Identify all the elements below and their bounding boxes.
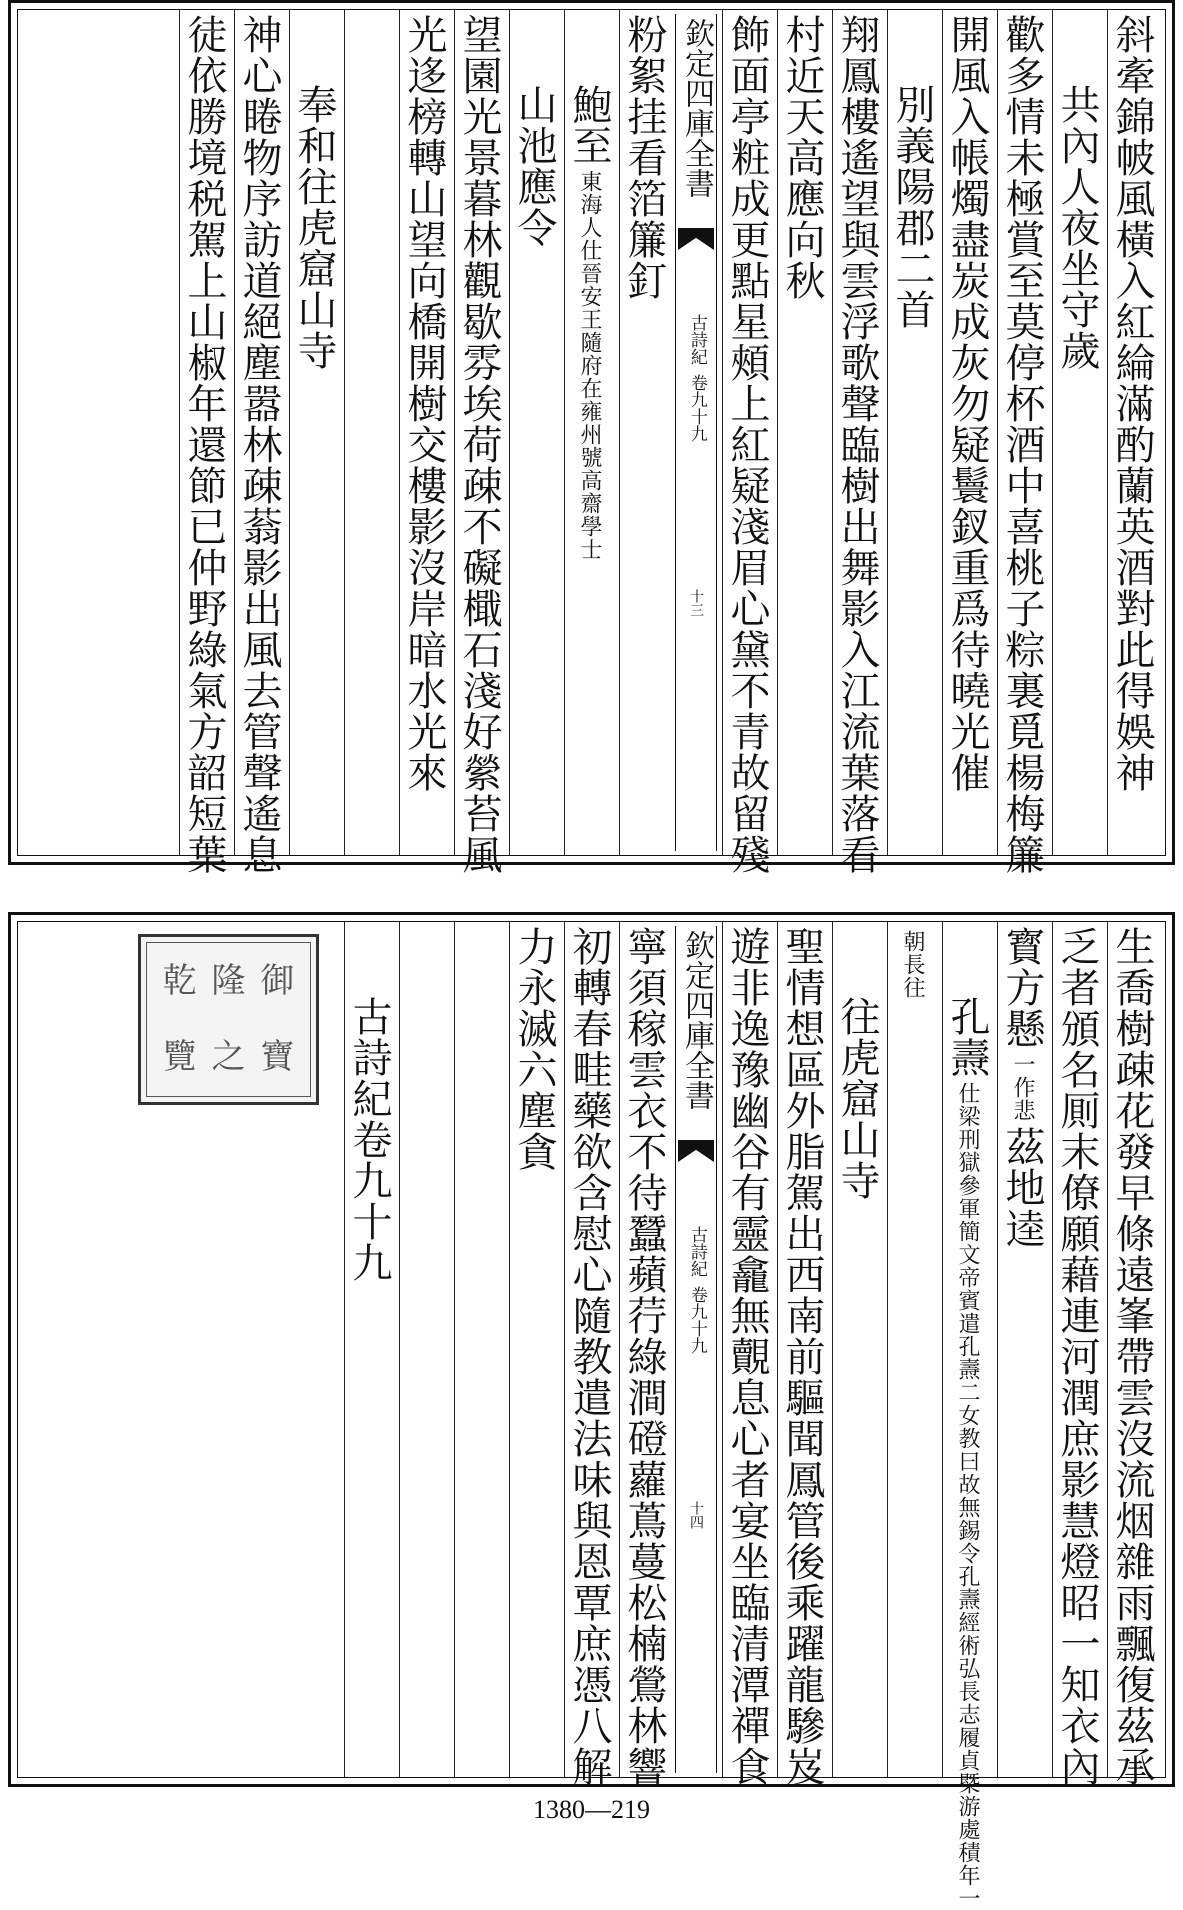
column-rule [289,10,290,855]
column-text: 神心睠物序訪道絕塵嚣林疎蓊影出風去管聲遙息 [236,14,282,875]
column-rule [942,10,943,855]
annotation-text: 朝長往 [900,930,925,999]
column-text: 別義陽郡二首 [889,84,935,330]
column-text: 斜牽錦帔風橫入紅綸滿酌蘭英酒對此得娛神 [1109,14,1155,793]
annotation-text: 一作悲 [1010,1053,1035,1122]
collection-title: 欽定四庫全書 [679,930,714,1110]
text-column [619,926,669,1787]
text-column [289,14,339,851]
column-text: 光迻榜轉山望向橋開樹交樓影沒岸暗水光來 [401,14,447,793]
text-column [722,14,772,875]
text-column [942,926,992,1910]
column-rule [509,10,510,855]
column-rule [887,922,888,1777]
leaf-number: 十四 [688,1501,704,1529]
book-title: 古詩紀 [686,1226,707,1277]
text-column [509,926,559,1773]
text-column [509,14,559,851]
column-rule [564,10,565,855]
seal-character: 寶 [260,1037,295,1078]
seal-character: 乾 [162,960,197,1001]
text-column [887,926,937,1773]
column-text: 寧須稼雲衣不待蠶蘋荇綠澗磴蘿蔦蔓松楠鶯林響 [621,926,667,1787]
column-rule [832,922,833,1777]
text-column [1107,926,1157,1787]
text-column [832,14,882,875]
fishtail-mark [678,228,714,250]
column-rule [619,922,620,1777]
text-column [887,14,937,851]
column-text-tail: 茲地逵 [999,1126,1045,1249]
text-column [234,14,284,875]
column-rule [1107,10,1108,855]
text-column [454,926,504,1773]
column-rule [399,10,400,855]
column-rule [509,922,510,1777]
column-text: 粉絮挂看箔簾釘 [621,14,667,301]
top-page-frame [17,9,1166,875]
page-footer-number: 1380—219 [533,1795,650,1824]
center-fold-column [675,14,717,851]
seal-character: 御 [260,960,295,1001]
column-text: 翔鳳樓遙望與雲浮歌聲臨樹出舞影入江流葉落看 [834,14,880,875]
book-title: 古詩紀 [686,314,707,365]
column-rule [942,922,943,1777]
text-column [619,14,669,851]
column-text: 孔燾 [944,996,990,1078]
column-text: 古詩紀卷九十九 [346,996,392,1283]
text-column [832,926,882,1773]
column-text: 生喬樹疎花發早條遠峯帶雲沒流烟雜雨飄復茲承 [1109,926,1155,1787]
annotation-text: 東海人仕晉安王隨府在雍州號高齋學士 [577,170,602,561]
column-rule [454,10,455,855]
collection-title: 欽定四庫全書 [679,18,714,198]
seal-character: 隆 [211,960,246,1001]
column-text: 往虎窟山寺 [834,996,880,1201]
top-page [8,0,1175,875]
column-rule [832,10,833,855]
text-column [1052,14,1102,851]
text-column [399,926,449,1773]
text-column [454,14,504,875]
column-rule [997,922,998,1777]
column-text: 鮑至 [566,84,612,166]
volume-label: 卷九十九 [686,1286,707,1354]
column-rule [777,922,778,1777]
column-text: 村近天高應向秋 [779,14,825,301]
column-text: 聖情想區外脂駕出西南前驅聞鳳管後乘躍龍驂岌 [779,926,825,1787]
column-text: 飾面亭粧成更點星頰上紅疑淺眉心黛不青故留殘 [724,14,770,875]
text-column [1107,14,1157,851]
column-rule [887,10,888,855]
column-text: 寳方懸 [999,926,1045,1049]
text-column [1052,926,1102,1787]
text-column [344,926,394,1773]
column-text: 遊非逸豫幽谷有靈龕無覿息心者宴坐臨清潭禪食 [724,926,770,1787]
annotation-text: 仕梁刑獄參軍簡文帝賓遣孔燾二女教曰故無錫令孔燾經術弘長志履貞槩游處積年一 [955,1082,980,1910]
column-rule [619,10,620,855]
seal-character: 之 [211,1037,246,1078]
text-column [777,926,827,1787]
imperial-seal [138,934,319,1105]
column-text: 力永滅六塵貪 [511,926,557,1172]
column-rule [722,10,723,855]
column-rule [1107,922,1108,1777]
column-rule [1052,10,1053,855]
seal-character: 覽 [162,1037,197,1078]
leaf-number: 十三 [688,589,704,617]
text-column [399,14,449,851]
column-rule [344,922,345,1777]
text-column [722,926,772,1787]
column-text: 山池應令 [511,84,557,248]
text-column [942,14,992,851]
text-column [179,14,229,875]
text-column [997,14,1047,875]
column-rule [234,10,235,855]
column-rule [564,922,565,1777]
column-rule [344,10,345,855]
column-rule [997,10,998,855]
column-text: 歡多情未極賞至莫停杯酒中喜桃子粽裏覓楊梅簾 [999,14,1045,875]
text-column [564,14,614,851]
text-column [564,926,614,1787]
text-column [777,14,827,851]
column-rule [454,922,455,1777]
column-text: 望園光景暮林觀歇雰埃荷疎不礙檝石淺好縈苔風 [456,14,502,875]
volume-label: 卷九十九 [686,374,707,442]
column-rule [399,922,400,1777]
column-text: 奉和往虎窟山寺 [291,84,337,371]
column-rule [722,922,723,1777]
column-rule [777,10,778,855]
text-column [344,14,394,851]
column-text: 乏者頒名厠末僚願藉連河潤庶影慧燈昭一知衣內 [1054,926,1100,1787]
fishtail-mark [678,1140,714,1162]
column-text: 共內人夜坐守歲 [1054,84,1100,371]
column-text: 開風入帳燭盡炭成灰勿疑鬟釵重爲待曉光催 [944,14,990,793]
column-text: 初轉春畦藥欲含慰心隨教遣法味與恩覃庶憑八解 [566,926,612,1787]
center-fold-column [675,926,717,1773]
column-text: 徒依勝境税駕上山椒年還節已仲野綠氣方韶短葉 [181,14,227,875]
text-column [997,926,1047,1773]
column-rule [179,10,180,855]
column-rule [1052,922,1053,1777]
